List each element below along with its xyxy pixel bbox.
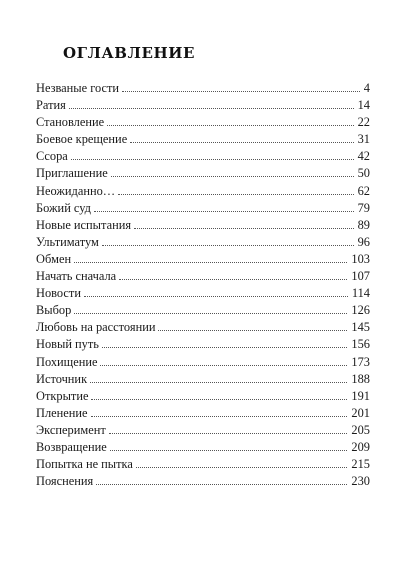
- toc-entry-title: Начать сначала: [36, 269, 117, 284]
- toc-entry: [36, 456, 370, 473]
- toc-entry: [36, 422, 370, 439]
- dot-leader: [90, 382, 347, 383]
- dot-leader: [110, 450, 348, 451]
- toc-entry-title: Ультиматум: [36, 234, 99, 249]
- toc-entry-page-number: 188: [351, 371, 370, 386]
- dot-leader: [96, 484, 347, 485]
- toc-entry: [36, 439, 370, 456]
- toc-entry-title: Незваные гости: [36, 81, 120, 95]
- dot-leader: [130, 142, 353, 143]
- toc-entry-title: Источник: [36, 371, 88, 386]
- toc-entry-page-number: 42: [357, 149, 370, 164]
- dot-leader: [118, 194, 353, 195]
- toc-entry: [36, 319, 370, 336]
- toc-entry-page-number: 22: [357, 115, 370, 130]
- toc-entry: [36, 268, 370, 285]
- toc-entry-title: Попытка не пытка: [36, 457, 133, 472]
- toc-entry-title: Новости: [36, 286, 81, 301]
- toc-entry-page-number: 14: [357, 98, 370, 113]
- toc-entry: [36, 388, 370, 405]
- dot-leader: [102, 245, 354, 246]
- toc-entry: [36, 165, 370, 182]
- toc-entry-title: Становление: [36, 115, 105, 130]
- dot-leader: [122, 91, 360, 92]
- toc-entry-title: Пояснения: [36, 474, 94, 489]
- toc-entry-title: Божий суд: [36, 200, 91, 215]
- toc-entry: [36, 251, 370, 268]
- toc-entry-title: Обмен: [36, 251, 72, 266]
- toc-entry-page-number: 126: [351, 303, 370, 318]
- dot-leader: [109, 433, 348, 434]
- toc-entry-title: Новые испытания: [36, 217, 132, 232]
- toc-entry-page-number: 209: [351, 439, 370, 454]
- toc-entry-title: Выбор: [36, 303, 72, 318]
- toc-entry-page-number: 114: [351, 286, 370, 301]
- toc-entry-page-number: 89: [357, 217, 370, 232]
- dot-leader: [119, 279, 347, 280]
- dot-leader: [94, 211, 354, 212]
- toc-entry: [36, 473, 370, 490]
- toc-entry-page-number: 4: [363, 81, 370, 95]
- toc-entry-page-number: 96: [357, 234, 370, 249]
- dot-leader: [102, 347, 347, 348]
- toc-entry: [36, 234, 370, 251]
- dot-leader: [91, 399, 347, 400]
- toc-entry: [36, 148, 370, 165]
- toc-entry-title: Новый путь: [36, 337, 99, 352]
- toc-entry: [36, 97, 370, 114]
- dot-leader: [84, 296, 348, 297]
- toc-entry-title: Открытие: [36, 388, 89, 403]
- table-of-contents: [36, 80, 370, 490]
- toc-entry-page-number: 31: [357, 132, 370, 147]
- toc-entry-page-number: 201: [351, 405, 370, 420]
- toc-entry: [36, 200, 370, 217]
- toc-entry: [36, 371, 370, 388]
- toc-entry: [36, 217, 370, 234]
- toc-entry-page-number: 62: [357, 183, 370, 198]
- dot-leader: [69, 108, 354, 109]
- toc-entry: [36, 114, 370, 131]
- toc-entry-title: Ратия: [36, 98, 66, 113]
- toc-entry-title: Возвращение: [36, 439, 107, 454]
- toc-entry-page-number: 103: [351, 251, 370, 266]
- toc-entry: [36, 285, 370, 302]
- toc-entry-page-number: 145: [351, 320, 370, 335]
- toc-entry-title: Боевое крещение: [36, 132, 128, 147]
- toc-entry: [36, 131, 370, 148]
- toc-entry: [36, 405, 370, 422]
- toc-entry-page-number: 215: [351, 457, 370, 472]
- toc-entry-page-number: 79: [357, 200, 370, 215]
- dot-leader: [74, 313, 347, 314]
- toc-entry-title: Неожиданно…: [36, 183, 116, 198]
- toc-entry: [36, 354, 370, 371]
- dot-leader: [91, 416, 348, 417]
- toc-heading: оглавление: [63, 38, 196, 63]
- dot-leader: [71, 159, 354, 160]
- toc-entry-page-number: 156: [351, 337, 370, 352]
- toc-entry-page-number: 191: [351, 388, 370, 403]
- dot-leader: [136, 467, 348, 468]
- dot-leader: [100, 365, 347, 366]
- toc-entry-title: Похищение: [36, 354, 98, 369]
- dot-leader: [158, 330, 347, 331]
- dot-leader: [107, 125, 353, 126]
- toc-entry-title: Пленение: [36, 405, 88, 420]
- dot-leader: [74, 262, 347, 263]
- toc-entry-page-number: 173: [351, 354, 370, 369]
- toc-entry-page-number: 205: [351, 422, 370, 437]
- toc-entry: [36, 80, 370, 97]
- toc-entry: [36, 336, 370, 353]
- toc-entry-page-number: 230: [351, 474, 370, 489]
- toc-entry-title: Любовь на расстоянии: [36, 320, 156, 335]
- toc-entry-title: Эксперимент: [36, 422, 106, 437]
- toc-entry-page-number: 107: [351, 269, 370, 284]
- toc-entry-title: Приглашение: [36, 166, 108, 181]
- toc-entry-page-number: 50: [357, 166, 370, 181]
- toc-entry-title: Ссора: [36, 149, 68, 164]
- dot-leader: [134, 228, 354, 229]
- toc-entry: [36, 302, 370, 319]
- toc-entry: [36, 183, 370, 200]
- dot-leader: [111, 176, 354, 177]
